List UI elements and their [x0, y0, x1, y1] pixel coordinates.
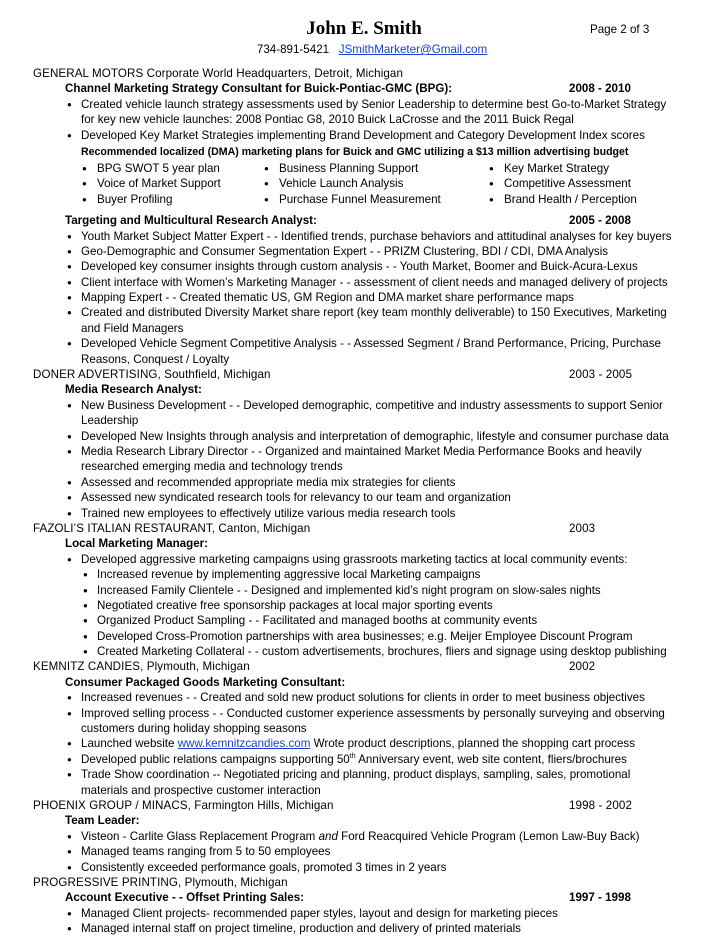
- sub-list-item: ● Created Marketing Collateral - - custom advertisements, brochures, fliers and signage using desktop publishing: [33, 644, 693, 659]
- list-item-continued: Reasons, Conquest / Loyalty: [81, 352, 230, 366]
- company-dates: 1998 - 2002: [569, 798, 632, 812]
- page-number: Page 2 of 3: [590, 23, 650, 36]
- company-fazolis: [33, 521, 693, 536]
- role-title: Team Leader:: [65, 814, 140, 828]
- role-title: [33, 890, 693, 905]
- list-text: Launched website: [81, 737, 178, 751]
- sub-list-item: ● Organized Product Sampling - - Facilitated and managed booths at community events: [33, 613, 693, 628]
- company-phoenix: [33, 798, 693, 813]
- role-title: Media Research Analyst:: [65, 383, 202, 397]
- experience-section: [33, 66, 693, 936]
- list-item: ● Improved selling process - - Conducted customer experience assessments by personally surveying and observing: [33, 706, 693, 721]
- email-link[interactable]: JSmithMarketer@Gmail.com: [338, 43, 488, 56]
- list-item: ● Increased revenues - - Created and sold new product solutions for clients in order to meet business objectives: [33, 690, 693, 705]
- company-dates: 2002: [569, 660, 596, 674]
- list-text: Developed public relations campaigns supporting 50: [81, 752, 350, 766]
- role-title: [33, 213, 693, 228]
- role-title: Consumer Packaged Goods Marketing Consultant:: [65, 675, 346, 689]
- role-title: Local Marketing Manager:: [65, 537, 209, 551]
- sub-list-item: ● Increased Family Clientele - - Designed and implemented kid’s night program on slow-sales nights: [33, 583, 693, 598]
- skill-item: ● Vehicle Launch Analysis: [279, 176, 403, 191]
- website-link[interactable]: www.kemnitzcandies.com: [177, 737, 311, 751]
- skill-item: ● Competitive Assessment: [504, 176, 631, 191]
- list-item: ● Managed internal staff on project timeline, production and delivery of printed materials: [33, 921, 693, 936]
- skills-row: [33, 176, 693, 191]
- list-item: ● Developed aggressive marketing campaigns using grassroots marketing tactics at local community events:: [33, 552, 693, 567]
- contact-line: [0, 43, 728, 56]
- company-doner: [33, 367, 693, 382]
- list-item: ● Developed key consumer insights through custom analysis - - Youth Market, Boomer and Buick-Acura-Lexus: [33, 259, 693, 274]
- list-item: ● Consistently exceeded performance goals, promoted 3 times in 2 years: [33, 860, 693, 875]
- list-item: [33, 736, 693, 751]
- list-text: Anniversary event, web site content, fliers/brochures: [355, 752, 627, 766]
- skills-row: [33, 192, 693, 207]
- list-item: ● Managed Client projects- recommended paper styles, layout and design for marketing pieces: [33, 906, 693, 921]
- company-general-motors: GENERAL MOTORS Corporate World Headquarters, Detroit, Michigan: [33, 67, 404, 80]
- list-item: ● Created and distributed Diversity Market share report (key team monthly deliverable) to 150 Executives, Marketing: [33, 305, 693, 320]
- role-title: [33, 81, 693, 96]
- skill-item: ● Purchase Funnel Measurement: [279, 192, 441, 207]
- list-item: ● New Business Development - - Developed demographic, competitive and industry assessments to support Senior: [33, 398, 693, 413]
- company-name: KEMNITZ CANDIES, Plymouth, Michigan: [33, 660, 250, 674]
- company-dates: 2003: [569, 521, 596, 535]
- sub-list-item: ● Developed Cross-Promotion partnerships with area businesses; e.g. Meijer Employee Discount Program: [33, 629, 693, 644]
- list-text: Wrote product descriptions, planned the shopping cart process: [310, 737, 636, 751]
- list-item: ● Trained new employees to effectively utilize various media research tools: [33, 506, 693, 521]
- sub-list-item: ● Negotiated creative free sponsorship packages at local major sporting events: [33, 598, 693, 613]
- list-item: ● Youth Market Subject Matter Expert - - Identified trends, purchase behaviors and attitudinal analyses for key buyers: [33, 229, 693, 244]
- company-name: PHOENIX GROUP / MINACS, Farmington Hills, Michigan: [33, 798, 334, 812]
- list-item: ● Client interface with Women’s Marketing Manager - - assessment of client needs and managed delivery of projects: [33, 275, 693, 290]
- list-item: [33, 829, 693, 844]
- ordinal-suffix: th: [349, 752, 356, 760]
- list-item-continued: researched emerging media and technology trends: [81, 460, 343, 474]
- list-item: ● Developed Vehicle Segment Competitive Analysis - - Assessed Segment / Brand Performance, Pricing, Purchase: [33, 336, 693, 351]
- skill-item: ● Buyer Profiling: [97, 192, 172, 207]
- company-name: FAZOLI’S ITALIAN RESTAURANT, Canton, Michigan: [33, 521, 311, 535]
- subheading: Recommended localized (DMA) marketing plans for Buick and GMC utilizing a $13 million advertising budget: [81, 145, 629, 158]
- list-item: ● Developed Key Market Strategies implementing Brand Development and Category Development Index scores: [33, 128, 693, 143]
- company-dates: 2003 - 2005: [569, 368, 632, 382]
- list-item: ● Developed New Insights through analysis and interpretation of demographic, lifestyle and consumer purchase data: [33, 429, 693, 444]
- skills-row: [33, 161, 693, 176]
- skill-item: ● Voice of Market Support: [97, 176, 221, 191]
- list-item: ● Created vehicle launch strategy assessments used by Senior Leadership to determine best Go-to-Market Strategy: [33, 97, 693, 112]
- list-text: Ford Reacquired Vehicle Program (Lemon Law-Buy Back): [337, 829, 640, 843]
- role-dates: 2008 - 2010: [569, 82, 631, 96]
- list-item-continued: customers during holiday shopping seasons: [81, 722, 307, 736]
- company-kemnitz: [33, 659, 693, 674]
- skill-item: ● Key Market Strategy: [504, 161, 609, 176]
- list-item-continued: Leadership: [81, 414, 139, 428]
- role-title-text: Account Executive - - Offset Printing Sales:: [65, 891, 305, 905]
- list-item-continued: and Field Managers: [81, 321, 184, 335]
- list-item: ● Media Research Library Director - - Organized and maintained Market Media Performance Books and heavily: [33, 444, 693, 459]
- role-title-text: Targeting and Multicultural Research Analyst:: [65, 214, 317, 228]
- list-text-emphasis: and: [318, 829, 338, 843]
- role-title-text: Channel Marketing Strategy Consultant for Buick-Pontiac-GMC (BPG):: [65, 82, 453, 96]
- list-text: Visteon - Carlite Glass Replacement Program: [81, 829, 319, 843]
- phone-number: 734-891-5421: [256, 43, 330, 56]
- skill-item: ● BPG SWOT 5 year plan: [97, 161, 220, 176]
- skill-item: ● Business Planning Support: [279, 161, 418, 176]
- list-item-continued: for key new vehicle launches: 2008 Pontiac G8, 2010 Buick LaCrosse and the 2011 Buick Regal: [81, 113, 574, 127]
- list-item: ● Assessed new syndicated research tools for relevancy to our team and organization: [33, 490, 693, 505]
- list-item: ● Geo-Demographic and Consumer Segmentation Expert - - PRIZM Clustering, BDI / CDI, DMA Analysis: [33, 244, 693, 259]
- list-item: [33, 752, 693, 767]
- list-item: ● Trade Show coordination -- Negotiated pricing and planning, product displays, sampling, sales, promotional: [33, 767, 693, 782]
- list-item: ● Mapping Expert - - Created thematic US, GM Region and DMA market share performance maps: [33, 290, 693, 305]
- skill-item: ● Brand Health / Perception: [504, 192, 637, 207]
- list-item-continued: materials and prospective customer interaction: [81, 783, 321, 797]
- company-name: DONER ADVERTISING, Southfield, Michigan: [33, 368, 271, 382]
- sub-list-item: ● Increased revenue by implementing aggressive local Marketing campaigns: [33, 567, 693, 582]
- list-item: ● Assessed and recommended appropriate media mix strategies for clients: [33, 475, 693, 490]
- company-progressive: PROGRESSIVE PRINTING, Plymouth, Michigan: [33, 875, 288, 889]
- candidate-name: John E. Smith: [306, 18, 422, 39]
- role-dates: 2005 - 2008: [569, 214, 631, 228]
- list-item: ● Managed teams ranging from 5 to 50 employees: [33, 844, 693, 859]
- role-dates: 1997 - 1998: [569, 891, 631, 905]
